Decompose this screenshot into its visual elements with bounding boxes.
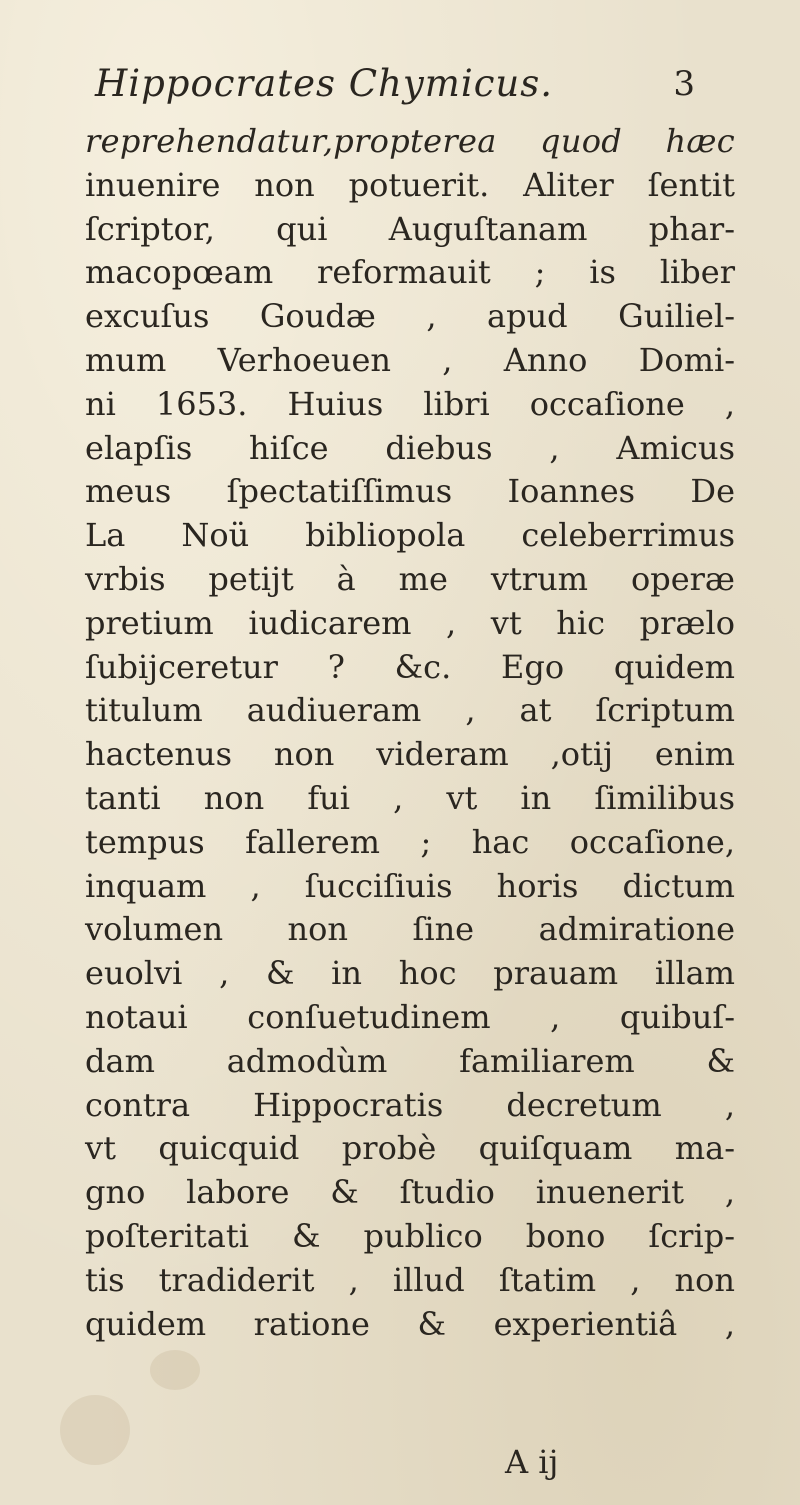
text-line: vrbis petijt à me vtrum operæ bbox=[85, 559, 735, 598]
text-line: poſteritati & publico bono ſcrip- bbox=[85, 1216, 735, 1255]
paper-stain bbox=[150, 1350, 200, 1390]
text-line: contra Hippocratis decretum , bbox=[85, 1085, 735, 1124]
page-number: 3 bbox=[673, 64, 695, 104]
text-line: inquam , ſucciſiuis horis dictum bbox=[85, 866, 735, 905]
text-line: elapſis hiſce diebus , Amicus bbox=[85, 428, 735, 467]
text-line: reprehendatur,propterea quod hæc bbox=[85, 122, 735, 160]
text-line: dam admodùm familiarem & bbox=[85, 1041, 735, 1080]
text-line: hactenus non videram ,otij enim bbox=[85, 735, 735, 774]
text-line: mum Verhoeuen , Anno Domi- bbox=[85, 340, 735, 379]
text-line: pretium iudicarem , vt hic prælo bbox=[85, 603, 735, 642]
running-head-title: Hippocrates Chymicus. bbox=[95, 62, 553, 105]
text-line: gno labore & ſtudio inuenerit , bbox=[85, 1173, 735, 1212]
text-line: titulum audiueram , at ſcriptum bbox=[85, 691, 735, 730]
running-head bbox=[95, 62, 695, 112]
text-line: ſcriptor, qui Auguſtanam phar- bbox=[85, 209, 735, 248]
text-line: euolvi , & in hoc prauam illam bbox=[85, 954, 735, 993]
text-line: tempus fallerem ; hac occaſione, bbox=[85, 822, 735, 861]
text-line: volumen non ſine admiratione bbox=[85, 910, 735, 949]
text-line: ſubijceretur ? &c. Ego quidem bbox=[85, 647, 735, 686]
text-line: notaui conſuetudinem , quibuſ- bbox=[85, 997, 735, 1036]
text-line: vt quicquid probè quiſquam ma- bbox=[85, 1129, 735, 1168]
signature-line bbox=[85, 1440, 735, 1484]
text-line: tis tradiderit , illud ſtatim , non bbox=[85, 1260, 735, 1299]
text-line: La Noü bibliopola celeberrimus bbox=[85, 516, 735, 555]
text-line: inuenire non potuerit. Aliter ſentit bbox=[85, 165, 735, 204]
text-line: meus ſpectatiſſimus Ioannes De bbox=[85, 472, 735, 511]
text-line: ni 1653. Huius libri occaſione , bbox=[85, 384, 735, 423]
signature-mark: A ij bbox=[505, 1443, 559, 1481]
text-line: macopœam reformauit ; is liber bbox=[85, 253, 735, 292]
text-line: excuſus Goudæ , apud Guiliel- bbox=[85, 297, 735, 336]
text-line: tanti non fui , vt in ſimilibus bbox=[85, 778, 735, 817]
text-line: quidem ratione & experientiâ , bbox=[85, 1304, 735, 1343]
body-text bbox=[85, 120, 735, 1346]
